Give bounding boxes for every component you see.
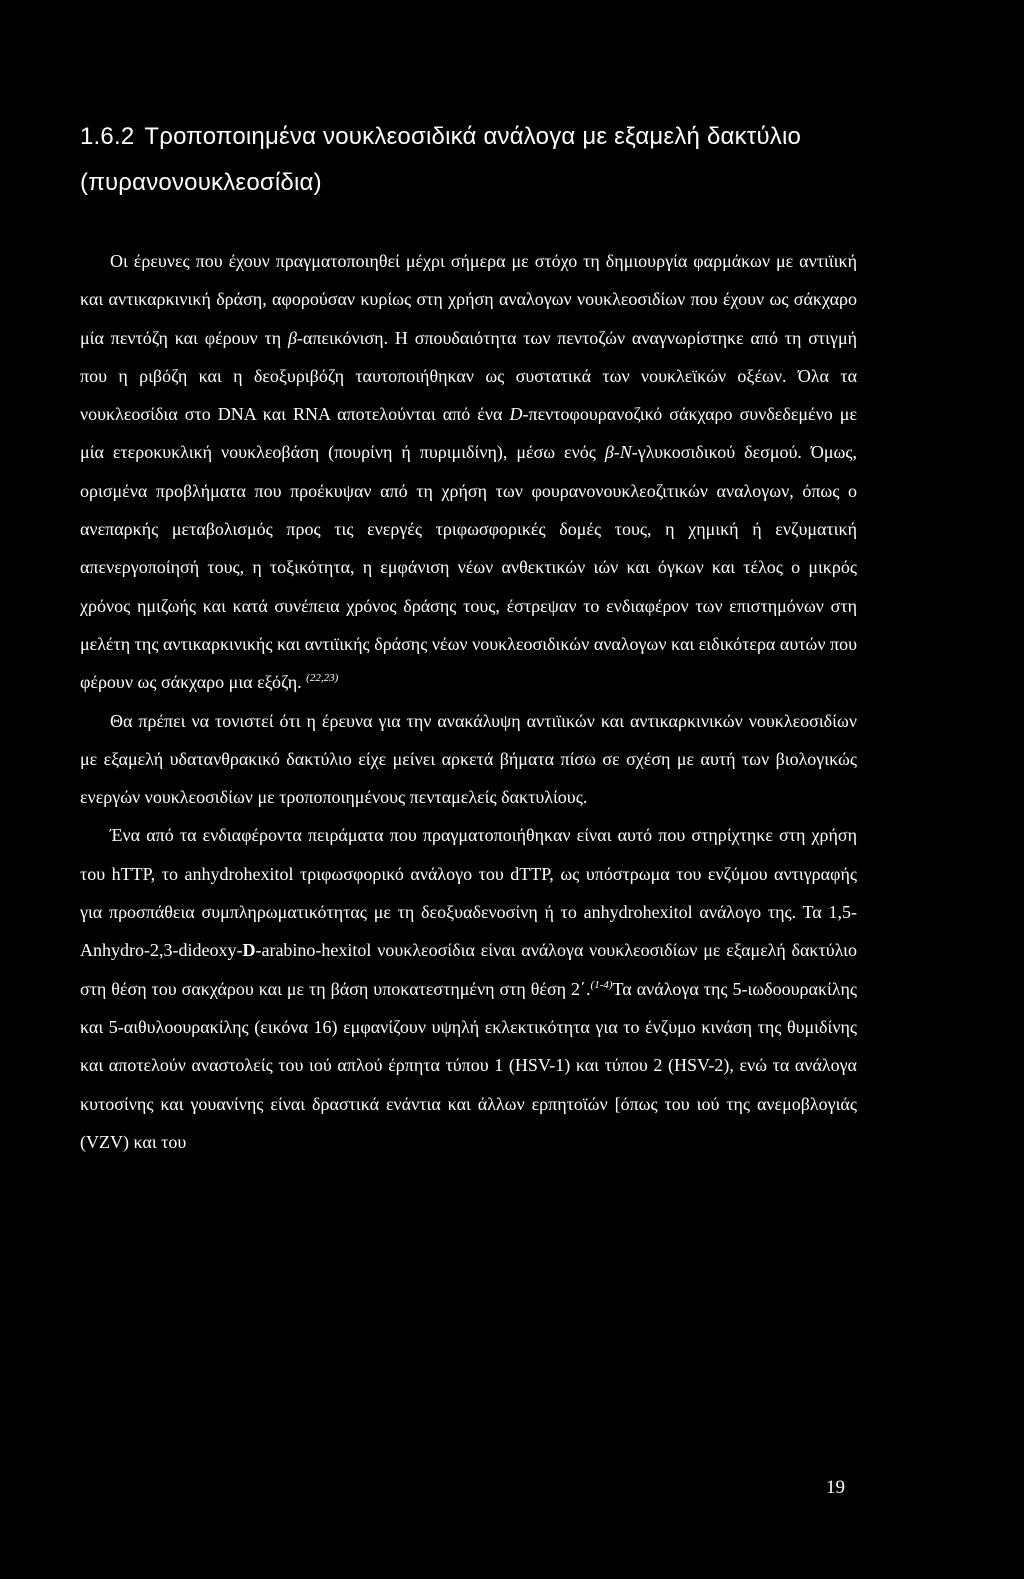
p1-text-1: Οι έρευνες που έχουν πραγματοποιηθεί μέχρι σήμερα με στόχο τη δημιουργία φαρμάκων με αντιϊική και αντικαρκινική δράση, αφορούσαν κυρίως στη χρήση αναλογων νουκλεοσιδίων που έχουν ως σάκχαρο μία πεντόζη και φέρουν τη: [80, 251, 857, 348]
section-title-line2: (πυρανονουκλεοσίδια): [80, 169, 322, 196]
paragraph-1: [80, 242, 857, 702]
p1-d-symbol: D: [509, 404, 523, 425]
paragraph-3: [80, 816, 857, 1161]
p1-beta-symbol: β: [287, 327, 297, 348]
p3-text-2: -arabino-hexitol νουκλεοσίδια είναι ανάλογα νουκλεοσιδίων με εξαμελή δακτύλιο στη θέση του σακχάρου και με τη βάση υποκατεστημένη στη θέση 2΄.: [80, 940, 857, 999]
body-text: [80, 242, 857, 1161]
p3-reference: (1-4): [590, 978, 613, 991]
p1-text-4: -γλυκοσιδικού δεσμού. Όμως, ορισμένα προβλήματα που προέκυψαν από τη χρήση των φουρανονουκλεοζιτικών αναλογων, όπως ο ανεπαρκής μεταβολισμός προς τις ενεργές τριφωσφορικές δομές τους, η χημική ή ενζυματική απενεργοποίησή τους, η τοξικότητα, η εμφάνιση νέων ανθεκτικών ιών και όγκων και τέλος ο μικρός χρόνος ημιζωής και κατά συνέπεια χρόνος δράσης τους, έστρεψαν το ενδιαφέρον των επιστημόνων στη μελέτη της αντικαρκινικής και αντιϊικής δράσης νέων νουκλεοσιδικών αναλογων και ειδικότερα αυτών που φέρουν ως σάκχαρο μια εξόζη.: [80, 442, 857, 693]
p1-text-2: -απεικόνιση. Η σπουδαιότητα των πεντοζών αναγνωρίστηκε από τη στιγμή που η ριβόζη και η δεοξυριβόζη ταυτοποιήθηκαν ως συστατικά των νουκλεϊκών οξέων. Όλα τα νουκλεοσίδια στο DNA και RNA αποτελούνται από ένα: [80, 327, 858, 425]
p1-beta-n-symbol: β-N: [604, 442, 632, 463]
p3-text-3: Τα ανάλογα της 5-ιωδοουρακίλης και 5-αιθυλοουρακίλης (εικόνα 16) εμφανίζουν υψηλή εκλεκτικότητα για το ένζυμο κινάση της θυμιδίνης και αποτελούν αναστολείς του ιού απλού έρπητα τύπου 1 (HSV-1) και τύπου 2 (HSV-2), ενώ τα ανάλογα κυτοσίνης και γουανίνης είναι δραστικά ενάντια και άλλων ερπητοϊών [όπως του ιού της ανεμοβλογιάς (VZV) και του: [80, 978, 857, 1152]
section-number: 1.6.2: [80, 123, 135, 150]
section-heading: [80, 114, 880, 206]
paragraph-2: Θα πρέπει να τονιστεί ότι η έρευνα για την ανακάλυψη αντιϊικών και αντικαρκινικών νουκλεοσιδίων με εξαμελή υδατανθρακικό δακτύλιο είχε μείνει αρκετά βήματα πίσω σε σχέση με αυτή των βιολογικώς ενεργών νουκλεοσιδίων με τροποποιημένους πενταμελείς δακτυλίους.: [80, 710, 857, 808]
p3-text-1: Ένα από τα ενδιαφέροντα πειράματα που πραγματοποιήθηκαν είναι αυτό που στηρίχτηκε στη χρήση του hTTP, το anhydrohexitol τριφωσφορικό ανάλογο του dTTP, ως υπόστρωμα του ενζύμου αντιγραφής για προσπάθεια συμπληρωματικότητας με τη δεοξυαδενοσίνη ή το anhydrohexitol ανάλογο της. Τα 1,5-Anhydro-2,3-dideoxy-: [80, 825, 857, 961]
p1-reference: (22,23): [306, 672, 339, 685]
p1-text-3: -πεντοφουρανοζικό σάκχαρο συνδεδεμένο με μία ετεροκυκλική νουκλεοβάση (πουρίνη ή πυριμιδίνη), μέσω ενός: [80, 404, 858, 463]
section-title-line1: Τροποποιημένα νουκλεοσιδικά ανάλογα με εξαμελή δακτύλιο: [144, 123, 802, 150]
page-number: 19: [826, 1477, 845, 1498]
p3-d-symbol: D: [242, 940, 256, 961]
